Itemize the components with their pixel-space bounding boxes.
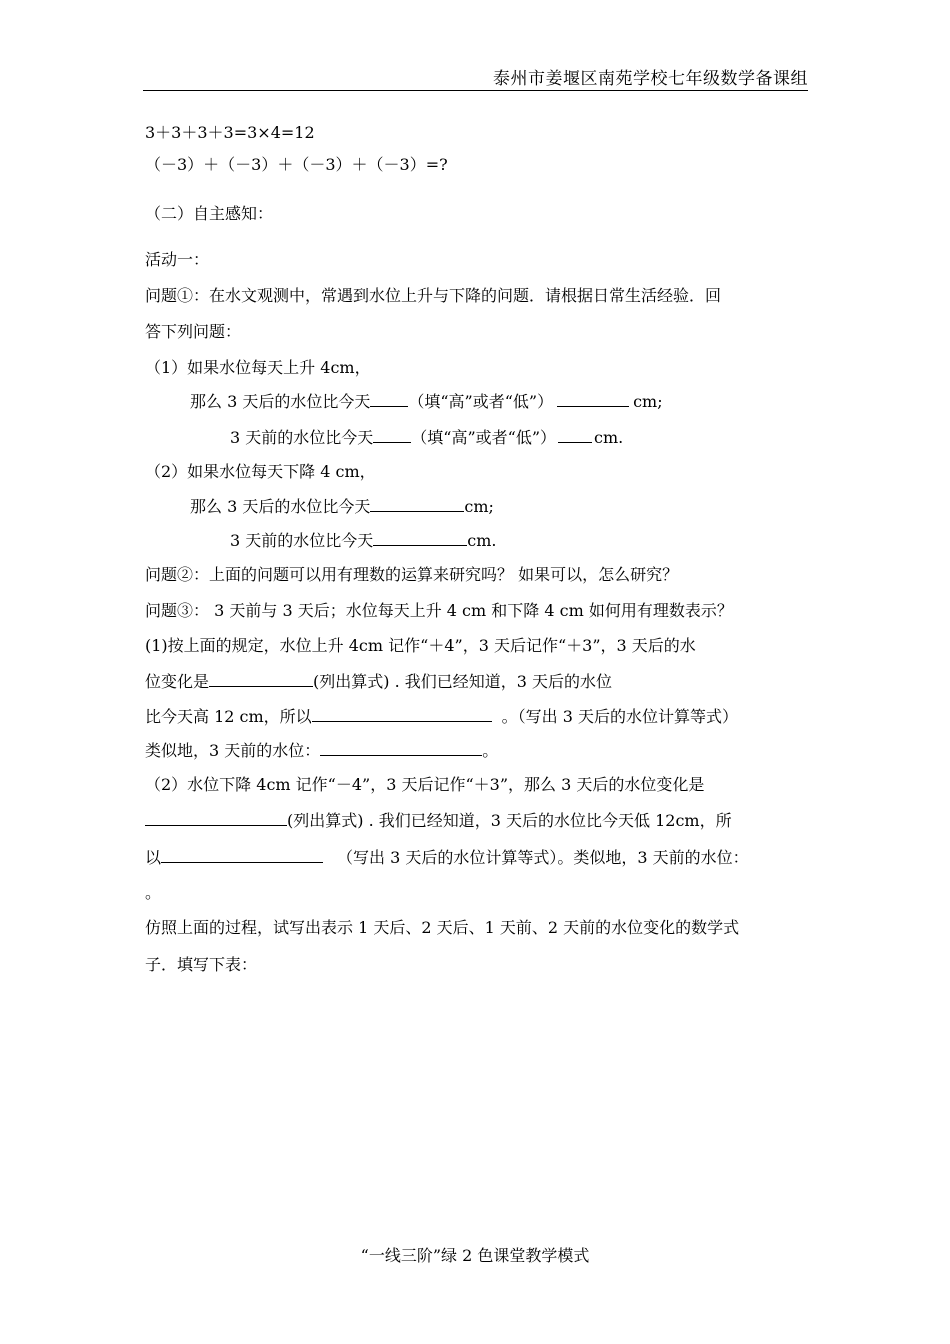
part-2-b-prefix: 3 天前的水位比今天 [230,531,374,550]
question-2: 问题②：上面的问题可以用有理数的运算来研究吗？ 如果可以，怎么研究？ [145,565,679,584]
part-2-line-a [190,494,494,517]
part-1-a-suffix: cm; [633,392,663,411]
answer-blank[interactable] [558,426,592,443]
answer-blank[interactable] [370,390,408,407]
question-3: 问题③： 3 天前与 3 天后；水位每天上升 4 cm 和下降 4 cm 如何用有理数表示？ [145,601,733,620]
rule-2-line-4: 。 [145,883,162,902]
rule-2-c-prefix: 以 [145,848,162,867]
equation-2: （－3）＋（－3）＋（－3）＋（－3）=? [145,155,448,174]
answer-blank[interactable] [312,705,492,722]
rule-2-line-1: （2）水位下降 4cm 记作“－4”，3 天后记作“＋3”，那么 3 天后的水位变化是 [145,775,705,794]
part-2-intro: （2）如果水位每天下降 4 cm， [145,462,376,481]
rule-1-c-suffix: 。（写出 3 天后的水位计算等式） [501,707,739,726]
header-title: 泰州市姜堰区南苑学校七年级数学备课组 [493,69,808,89]
page-footer: “一线三阶”绿 2 色课堂教学模式 [360,1246,590,1265]
equation-1: 3＋3＋3＋3=3×4=12 [145,123,315,142]
answer-blank[interactable] [373,426,411,443]
section-heading: （二）自主感知： [145,204,274,223]
part-1-line-a [190,389,663,412]
part-2-line-b [230,528,497,551]
activity-title: 活动一： [145,250,210,269]
part-2-b-suffix: cm. [467,531,497,550]
answer-blank[interactable] [370,495,464,512]
part-1-intro: （1）如果水位每天上升 4cm， [145,358,371,377]
rule-1-line-1: (1)按上面的规定，水位上升 4cm 记作“＋4”，3 天后记作“＋3”，3 天后的水 [145,636,696,655]
page-header [143,64,808,91]
answer-blank[interactable] [209,670,313,687]
part-2-a-prefix: 那么 3 天后的水位比今天 [190,497,371,516]
answer-blank[interactable] [145,809,287,826]
rule-1-line-2 [145,669,612,692]
rule-2-line-2 [145,808,732,831]
part-1-a-prefix: 那么 3 天后的水位比今天 [190,392,371,411]
answer-blank[interactable] [373,529,467,546]
final-instruction-line-2: 子．填写下表： [145,955,258,974]
part-1-b-mid: （填“高”或者“低”） [411,428,557,447]
rule-2-b-suffix: (列出算式) . 我们已经知道，3 天后的水位比今天低 12cm，所 [287,811,732,830]
part-2-a-suffix: cm; [464,497,494,516]
final-instruction-line-1: 仿照上面的过程，试写出表示 1 天后、2 天后、1 天前、2 天前的水位变化的数学式 [145,918,740,937]
rule-2-c-suffix: （写出 3 天后的水位计算等式）。类似地，3 天前的水位： [337,848,749,867]
rule-1-d-prefix: 类似地，3 天前的水位： [145,741,321,760]
rule-1-line-3 [145,704,738,727]
rule-1-b-prefix: 位变化是 [145,672,210,691]
rule-1-c-prefix: 比今天高 12 cm，所以 [145,707,312,726]
question-1-line-2: 答下列问题： [145,322,242,341]
rule-1-line-4 [145,738,498,761]
rule-1-b-suffix: (列出算式) . 我们已经知道，3 天后的水位 [313,672,613,691]
part-1-b-prefix: 3 天前的水位比今天 [230,428,374,447]
answer-blank[interactable] [557,390,629,407]
rule-1-d-suffix: 。 [482,741,499,760]
rule-2-line-3 [145,845,749,868]
answer-blank[interactable] [161,846,323,863]
part-1-b-suffix: cm. [594,428,624,447]
part-1-line-b [230,425,623,448]
part-1-a-mid: （填“高”或者“低”） [408,392,554,411]
question-1-line-1: 问题①：在水文观测中，常遇到水位上升与下降的问题．请根据日常生活经验．回 [145,286,722,305]
answer-blank[interactable] [320,739,482,756]
